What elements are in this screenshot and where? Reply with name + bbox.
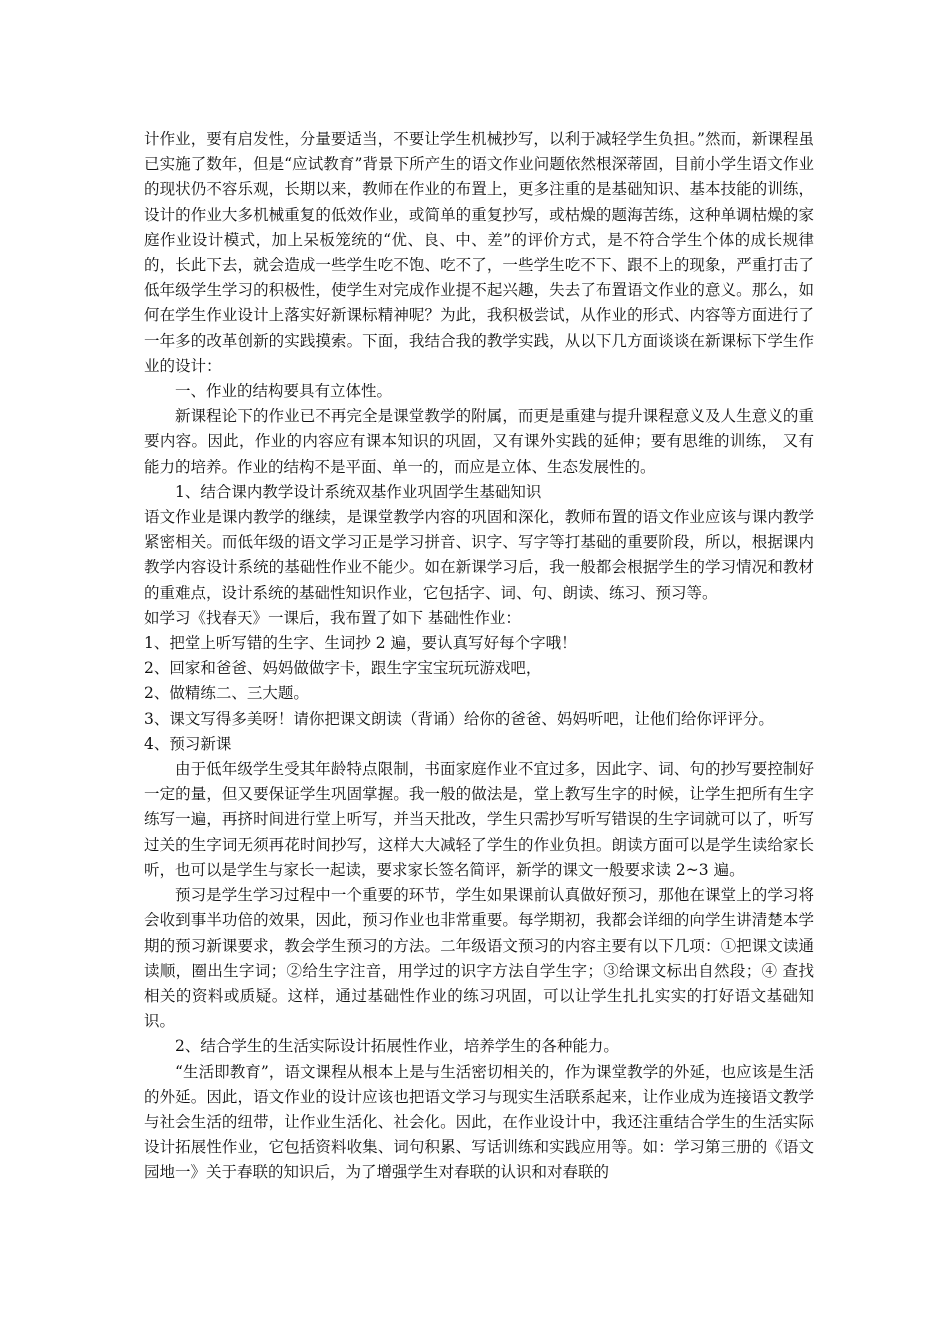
paragraph: 新课程论下的作业已不再完全是课堂教学的附属，而更是重建与提升课程意义及人生意义的重要内容。因此，作业的内容应有课本知识的巩固，又有课外实践的延伸；要有思维的训练， 又有能力的培养。作业的结构不是平面、单一的，而应是立体、生态发展性的。 xyxy=(144,407,814,476)
paragraph: 预习是学生学习过程中一个重要的环节，学生如果课前认真做好预习，那他在课堂上的学习将会收到事半功倍的效果，因此，预习作业也非常重要。每学期初，我都会详细的向学生讲清楚本学期的预习新课要求，教会学生预习的方法。二年级语文预习的内容主要有以下几项：①把课文读通读顺，圈出生字词；②给生字注音，用学过的识字方法自学生字；③给课文标出自然段；④ 查找相关的资料或质疑。这样，通过基础性作业的练习巩固，可以让学生扎扎实实的打好语文基础知识。 xyxy=(144,886,814,1031)
section-heading: 一、作业的结构要具有立体性。 xyxy=(175,382,393,401)
list-item: 3、课文写得多美呀！请你把课文朗读（背诵）给你的爸爸、妈妈听吧，让他们给你评评分。 xyxy=(144,709,774,728)
list-item: 2、做精练二、三大题。 xyxy=(144,684,309,703)
paragraph: “生活即教育”，语文课程从根本上是与生活密切相关的，作为课堂教学的外延，也应该是生活的外延。因此，语文作业的设计应该也把语文学习与现实生活联系起来，让作业成为连接语文教学与社会生活的纽带，让作业生活化、社会化。因此，在作业设计中，我还注重结合学生的生活实际设计拓展性作业，它包括资料收集、词句积累、写话训练和实践应用等。如：学习第三册的《语文园地一》关于春联的知识后，为了增强学生对春联的认识和对春联的 xyxy=(144,1062,814,1182)
list-item: 1、把堂上听写错的生字、生词抄 2 遍，要认真写好每个字哦！ xyxy=(144,634,577,653)
list-item: 2、回家和爸爸、妈妈做做字卡，跟生字宝宝玩玩游戏吧， xyxy=(144,659,542,678)
paragraph: 计作业，要有启发性，分量要适当，不要让学生机械抄写，以利于减轻学生负担。”然而，新课程虽已实施了数年，但是“应试教育”背景下所产生的语文作业问题依然根深蒂固，目前小学生语文作业的现状仍不容乐观，长期以来，教师在作业的布置上，更多注重的是基础知识、基本技能的训练，设计的作业大多机械重复的低效作业，或简单的重复抄写，或枯燥的题海苦练，这种单调枯燥的家庭作业设计模式，加上呆板笼统的“优、良、中、差”的评价方式，是不符合学生个体的成长规律的，长此下去，就会造成一些学生吃不饱、吃不了，一些学生吃不下、跟不上的现象，严重打击了低年级学生学习的积极性，使学生对完成作业提不起兴趣，失去了布置语文作业的意义。那么，如何在学生作业设计上落实好新课标精神呢？为此，我积极尝试，从作业的形式、内容等方面进行了一年多的改革创新的实践摸索。下面，我结合我的教学实践，从以下几方面谈谈在新课标下学生作业的设计： xyxy=(144,130,814,375)
paragraph: 语文作业是课内教学的继续，是课堂教学内容的巩固和深化，教师布置的语文作业应该与课内教学紧密相关。而低年级的语文学习正是学习拼音、识字、写字等打基础的重要阶段，所以，根据课内教学内容设计系统的基础性作业不能少。如在新课学习后，我一般都会根据学生的学习情况和教材的重难点，设计系统的基础性知识作业，它包括字、词、句、朗读、练习、预习等。 xyxy=(144,508,814,602)
subsection-heading: 1、结合课内教学设计系统双基作业巩固学生基础知识 xyxy=(175,482,542,501)
paragraph: 由于低年级学生受其年龄特点限制，书面家庭作业不宜过多，因此字、词、句的抄写要控制好一定的量，但又要保证学生巩固掌握。我一般的做法是，堂上教写生字的时候，让学生把所有生字练写一遍，再挤时间进行堂上听写，并当天批改，学生只需抄写听写错误的生字词就可以了，听写过关的生字词无须再花时间抄写，这样大大减轻了学生的作业负担。朗读方面可以是学生读给家长听，也可以是学生与家长一起读，要求家长签名简评，新学的课文一般要求读 2~3 遍。 xyxy=(144,760,814,879)
paragraph: 如学习《找春天》一课后，我布置了如下 基础性作业： xyxy=(144,608,521,627)
document-body xyxy=(144,127,814,1186)
subsection-heading: 2、结合学生的生活实际设计拓展性作业，培养学生的各种能力。 xyxy=(175,1037,619,1056)
list-item: 4、预习新课 xyxy=(144,734,232,753)
